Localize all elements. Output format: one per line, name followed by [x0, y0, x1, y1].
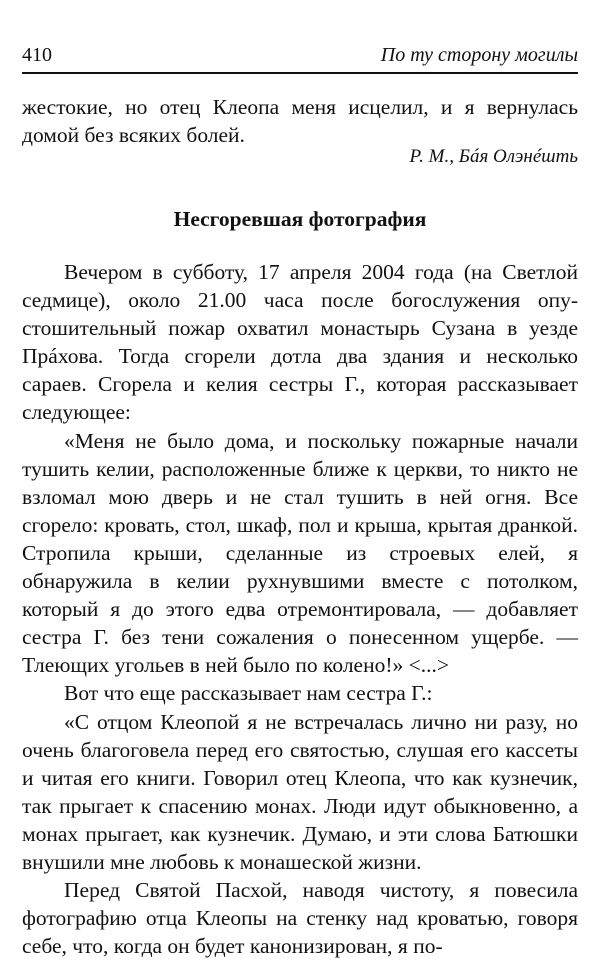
- running-head: [22, 38, 578, 74]
- section-body: [22, 258, 578, 960]
- section-title: Несгоревшая фотография: [173, 207, 427, 231]
- page-number: 410: [22, 44, 52, 66]
- author-signature: Р. М., Бáя Олэнéшть: [409, 146, 578, 167]
- paragraph: «Меня не было дома, и поскольку пожарные начали тушить келии, расположенные ближе к церкви, то никто не взломал мою дверь и не стал тушить в ней огня. Все сгорело: кровать, стол, шкаф, пол и крыша, крытая дранкой. Стропила крыши, сделанные из строевых елей, я обнаружила в келии рухнувшими вместе с потолком, который я до этого едва отремонтировала, — добавляет сестра Г. без тени сожаления о понесенном ущербе. — Тлеющих угольев в ней было по колено!» <...>: [22, 428, 578, 678]
- paragraph: Вечером в субботу, 17 апреля 2004 года (на Светлой седмице), около 21.00 часа после богослужения опустошительный пожар охватил монастырь Сузана в уезде Прáхова. Тогда сгорели дотла два здания и несколько сараев. Сгорела и келия сестры Г., которая рассказывает следующее:: [22, 260, 578, 425]
- paragraph: Перед Святой Пасхой, наводя чистоту, я повесила фотографию отца Клеопы на стенку над кроватью, говоря себе, что, когда он будет канонизирован, я по-: [22, 878, 578, 959]
- paragraph: Вот что еще рассказывает нам сестра Г.:: [64, 681, 433, 706]
- book-page: [22, 0, 578, 959]
- paragraph: «С отцом Клеопой я не встречалась лично ни разу, но очень благоговела перед его святостью, слушая его кассеты и читая его книги. Говорил отец Клеопа, что как кузнечик, так прыгает к спасению монах. Люди идут обыкновенно, а монах прыгает, как кузнечик. Думаю, и эти слова Батюшки внушили мне любовь к монашеской жизни.: [22, 709, 578, 874]
- running-title: По ту сторону могилы: [380, 44, 578, 66]
- continued-paragraph: жестокие, но отец Клеопа меня исцелил, и я вернулась домой без всяких болей.: [22, 95, 578, 148]
